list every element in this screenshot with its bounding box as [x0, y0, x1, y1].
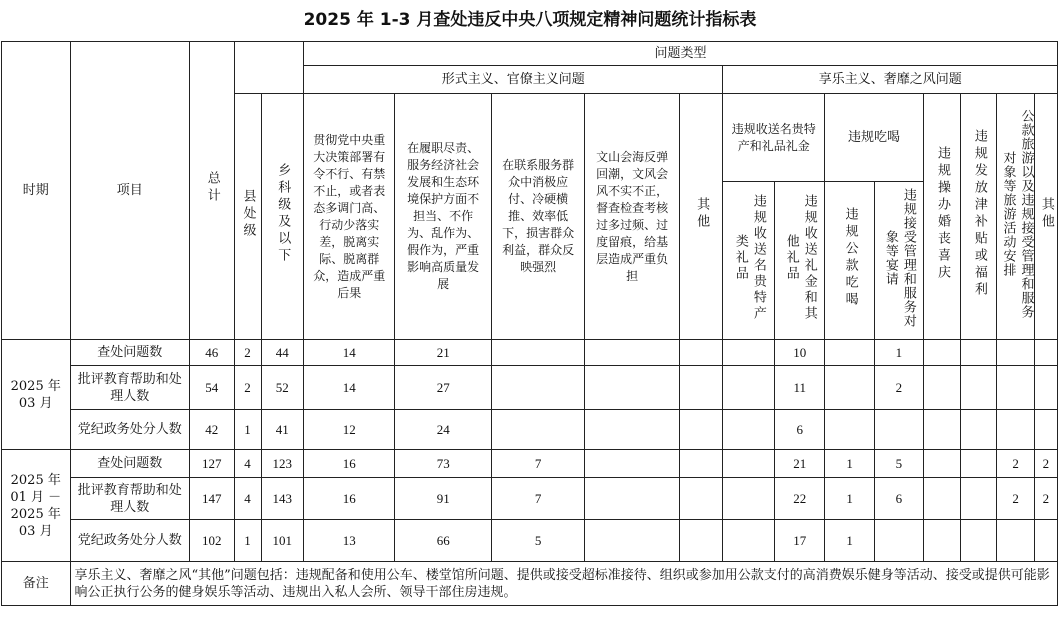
period-cell: 2025 年 01 月 － 2025 年 03 月 — [2, 450, 71, 562]
table-row — [2, 478, 1058, 520]
note-text: 享乐主义、奢靡之风“其他”问题包括：违规配备和使用公车、楼堂馆所问题、提供或接受超标准接待、组织或参加用公款支付的高消费娱乐健身等活动、接受或提供可能影响公正执行公务的健身娱乐等活动、违规出入私人会所、领导干部住房违规。 — [70, 562, 1057, 606]
value-cell — [923, 478, 960, 520]
hedonism-header: 享乐主义、奢靡之风问题 — [723, 66, 1058, 94]
value-cell — [1034, 410, 1057, 450]
county-header: 县处级 — [234, 94, 261, 340]
value-cell — [875, 520, 924, 562]
value-cell — [923, 340, 960, 366]
value-cell: 2 — [234, 366, 261, 410]
table-row — [2, 450, 1058, 478]
value-cell: 4 — [234, 450, 261, 478]
value-cell — [491, 410, 584, 450]
value-cell — [723, 340, 775, 366]
value-cell: 14 — [304, 366, 395, 410]
value-cell — [961, 366, 997, 410]
formalism-other: 其他 — [679, 94, 723, 340]
value-cell — [961, 410, 997, 450]
value-cell: 21 — [775, 450, 825, 478]
value-cell: 13 — [304, 520, 395, 562]
value-cell — [723, 478, 775, 520]
formalism-col-2: 在履职尽责、服务经济社会发展和生态环境保护方面不担当、不作为、乱作为、假作为，严重影响高质量发展 — [395, 94, 492, 340]
value-cell: 7 — [491, 450, 584, 478]
item-header: 项目 — [70, 42, 189, 340]
value-cell: 73 — [395, 450, 492, 478]
value-cell: 102 — [189, 520, 234, 562]
value-cell: 22 — [775, 478, 825, 520]
value-cell — [679, 340, 723, 366]
table-row — [2, 410, 1058, 450]
value-cell — [997, 366, 1034, 410]
value-cell: 66 — [395, 520, 492, 562]
value-cell — [585, 520, 679, 562]
value-cell: 7 — [491, 478, 584, 520]
value-cell: 52 — [261, 366, 304, 410]
value-cell: 41 — [261, 410, 304, 450]
travel-header: 公款旅游以及违规接受管理和服务对象等旅游活动安排 — [997, 94, 1034, 340]
gift-header: 违规收送名贵特产和礼品礼金 — [723, 94, 825, 182]
value-cell: 10 — [775, 340, 825, 366]
value-cell: 2 — [997, 478, 1034, 520]
value-cell — [585, 478, 679, 520]
wedding-header: 违规操办婚丧喜庆 — [923, 94, 960, 340]
value-cell — [723, 450, 775, 478]
value-cell: 54 — [189, 366, 234, 410]
item-cell: 批评教育帮助和处理人数 — [70, 478, 189, 520]
value-cell: 143 — [261, 478, 304, 520]
note-row — [2, 562, 1058, 606]
value-cell — [679, 366, 723, 410]
value-cell — [923, 520, 960, 562]
value-cell: 2 — [234, 340, 261, 366]
value-cell — [997, 410, 1034, 450]
value-cell: 91 — [395, 478, 492, 520]
value-cell: 46 — [189, 340, 234, 366]
value-cell: 21 — [395, 340, 492, 366]
value-cell — [1034, 366, 1057, 410]
value-cell: 16 — [304, 450, 395, 478]
item-cell: 查处问题数 — [70, 450, 189, 478]
value-cell: 123 — [261, 450, 304, 478]
value-cell: 5 — [491, 520, 584, 562]
value-cell: 2 — [1034, 450, 1057, 478]
value-cell — [679, 450, 723, 478]
value-cell — [1034, 520, 1057, 562]
value-cell — [585, 366, 679, 410]
value-cell — [923, 450, 960, 478]
formalism-col-4: 文山会海反弹回潮，文风会风不实不正，督查检查考核过多过频、过度留痕，给基层造成严重负担 — [585, 94, 679, 340]
value-cell: 24 — [395, 410, 492, 450]
value-cell — [1034, 340, 1057, 366]
value-cell — [679, 410, 723, 450]
value-cell: 2 — [997, 450, 1034, 478]
value-cell: 1 — [234, 520, 261, 562]
gift-b-header: 违规收送礼金和其他礼品 — [775, 182, 825, 340]
value-cell: 2 — [875, 366, 924, 410]
total-header: 总计 — [189, 42, 234, 340]
value-cell — [825, 340, 875, 366]
value-cell — [825, 410, 875, 450]
value-cell — [679, 478, 723, 520]
header-row-1 — [2, 42, 1058, 66]
value-cell: 17 — [775, 520, 825, 562]
value-cell — [875, 410, 924, 450]
value-cell — [997, 340, 1034, 366]
value-cell — [585, 450, 679, 478]
value-cell — [585, 410, 679, 450]
value-cell — [923, 366, 960, 410]
table-title: 2025 年 1-3 月查处违反中央八项规定精神问题统计指标表 — [303, 10, 757, 30]
value-cell: 1 — [825, 520, 875, 562]
value-cell: 14 — [304, 340, 395, 366]
value-cell: 127 — [189, 450, 234, 478]
eat-header: 违规吃喝 — [825, 94, 924, 182]
value-cell: 5 — [875, 450, 924, 478]
table-row — [2, 366, 1058, 410]
value-cell — [491, 366, 584, 410]
table-row — [2, 520, 1058, 562]
value-cell: 147 — [189, 478, 234, 520]
value-cell — [723, 520, 775, 562]
value-cell: 1 — [825, 450, 875, 478]
item-cell: 党纪政务处分人数 — [70, 410, 189, 450]
period-cell: 2025 年 03 月 — [2, 340, 71, 450]
value-cell — [585, 340, 679, 366]
value-cell: 1 — [234, 410, 261, 450]
value-cell — [961, 520, 997, 562]
value-cell — [923, 410, 960, 450]
value-cell: 16 — [304, 478, 395, 520]
item-cell: 查处问题数 — [70, 340, 189, 366]
value-cell — [679, 520, 723, 562]
value-cell — [723, 366, 775, 410]
table-row — [2, 340, 1058, 366]
value-cell: 12 — [304, 410, 395, 450]
problem-type-header: 问题类型 — [304, 42, 1058, 66]
eat-b-header: 违规接受管理和服务对象等宴请 — [875, 182, 924, 340]
note-label: 备注 — [2, 562, 71, 606]
value-cell — [723, 410, 775, 450]
value-cell: 2 — [1034, 478, 1057, 520]
value-cell — [961, 450, 997, 478]
item-cell: 党纪政务处分人数 — [70, 520, 189, 562]
formalism-col-3: 在联系服务群众中消极应付、冷硬横推、效率低下，损害群众利益，群众反映强烈 — [491, 94, 584, 340]
blank-header — [234, 42, 304, 94]
item-cell: 批评教育帮助和处理人数 — [70, 366, 189, 410]
statistics-table — [1, 41, 1058, 606]
gift-a-header: 违规收送名贵特产类礼品 — [723, 182, 775, 340]
value-cell: 101 — [261, 520, 304, 562]
value-cell: 6 — [775, 410, 825, 450]
value-cell — [961, 478, 997, 520]
value-cell: 1 — [875, 340, 924, 366]
value-cell: 1 — [825, 478, 875, 520]
township-header: 乡科级及以下 — [261, 94, 304, 340]
value-cell — [961, 340, 997, 366]
value-cell — [997, 520, 1034, 562]
hedonism-other: 其他 — [1034, 94, 1057, 340]
formalism-header: 形式主义、官僚主义问题 — [304, 66, 723, 94]
period-header: 时期 — [2, 42, 71, 340]
value-cell: 42 — [189, 410, 234, 450]
subsidy-header: 违规发放津补贴或福利 — [961, 94, 997, 340]
value-cell: 27 — [395, 366, 492, 410]
value-cell: 44 — [261, 340, 304, 366]
value-cell: 6 — [875, 478, 924, 520]
value-cell: 4 — [234, 478, 261, 520]
value-cell: 11 — [775, 366, 825, 410]
eat-a-header: 违规公款吃喝 — [825, 182, 875, 340]
formalism-col-1: 贯彻党中央重大决策部署有令不行、有禁不止，或者表态多调门高、行动少落实差，脱离实际、脱离群众，造成严重后果 — [304, 94, 395, 340]
value-cell — [825, 366, 875, 410]
value-cell — [491, 340, 584, 366]
